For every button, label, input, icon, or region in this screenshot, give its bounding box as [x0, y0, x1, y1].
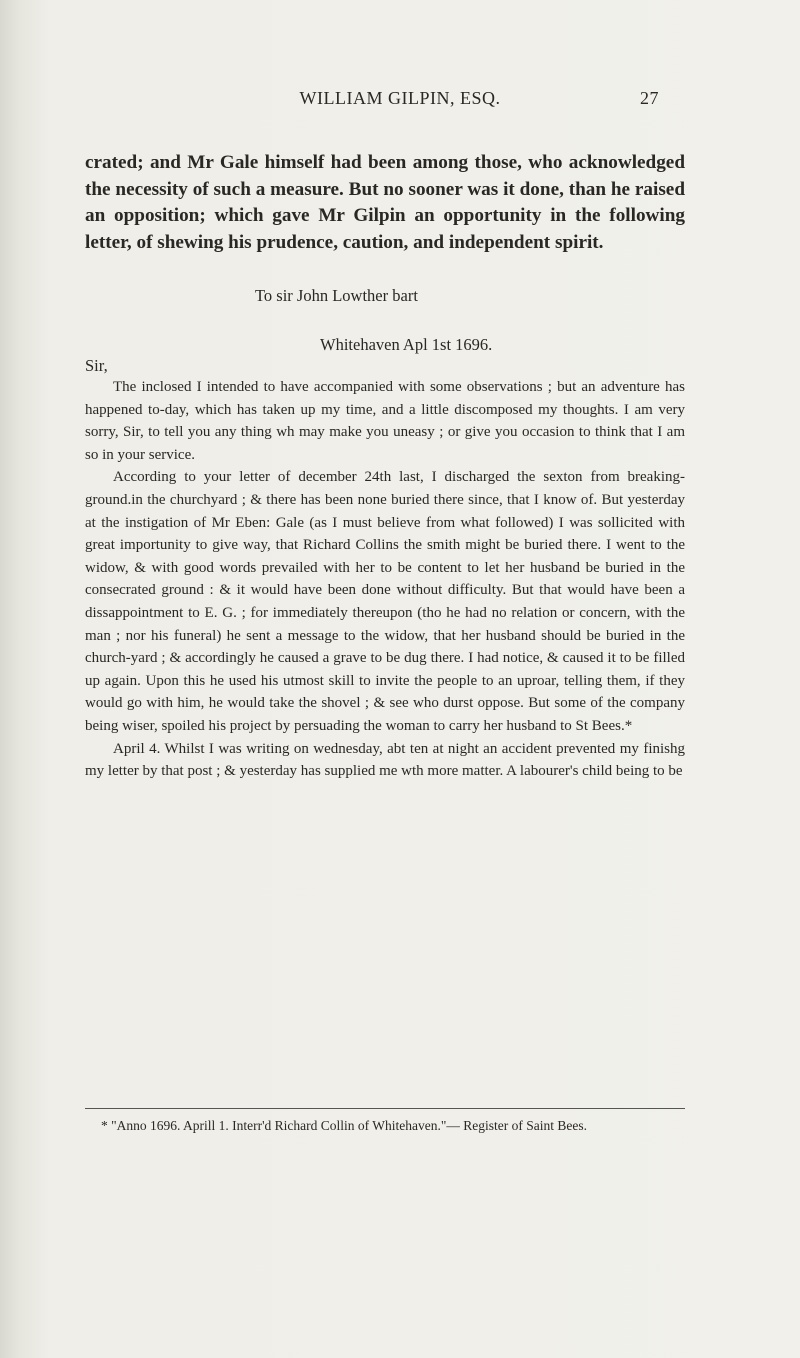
letter-paragraph: According to your letter of december 24th last, I discharged the sexton from breaking-ground.in the churchyard ; & there has been none buried there since, that I know of. But yesterday at the instigation of Mr Eben: Gale (as I must believe from what followed) I was sollicited with great importunity to give way, that Richard Collins the smith might be buried there. I went to the widow, & with good words prevailed with her to be content to let her husband be buried in the consecrated ground : & it would have been done without difficulty. But that would have been a dissappointment to E. G. ; for immediately thereupon (tho he had no relation or concern, with the man ; nor his funeral) he sent a message to the widow, that her husband should be buried in the church-yard ; & accordingly he caused a grave to be dug there. I had notice, & caused it to be filled up again. Upon this he used his utmost skill to invite the people to an uproar, telling them, if they would go with him, he would take the shovel ; & see who durst oppose. But some of the company being wiser, spoiled his project by persuading the woman to carry her husband to St Bees.* — [85, 469, 685, 734]
footnote: * "Anno 1696. Aprill 1. Interr'd Richard Collin of Whitehaven."— Register of Saint Bees. — [101, 1118, 587, 1133]
running-title: WILLIAM GILPIN, ESQ. — [299, 88, 501, 108]
intro-paragraph: crated; and Mr Gale himself had been among those, who acknowledged the necessity of such a measure. But no sooner was it done, than he raised an opposition; which gave Mr Gilpin an opportunity in the following letter, of shewing his prudence, caution, and independent spirit. — [85, 152, 685, 253]
footnote-divider — [85, 1108, 685, 1109]
letter — [85, 286, 685, 783]
letter-salutation: Sir, — [85, 356, 108, 375]
letter-address: To sir John Lowther bart — [255, 286, 418, 305]
letter-date: Whitehaven Apl 1st 1696. — [320, 335, 493, 354]
letter-paragraph: April 4. Whilst I was writing on wednesday, abt ten at night an accident prevented my finishg my letter by that post ; & yesterday has supplied me wth more matter. A labourer's child being to be — [85, 740, 685, 780]
page-number: 27 — [640, 88, 659, 108]
letter-paragraph: The inclosed I intended to have accompanied with some observations ; but an adventure has happened to-day, which has taken up my time, and a little discomposed my thoughts. I am very sorry, Sir, to tell you any thing wh may make you uneasy ; or give you occasion to think that I am so in your service. — [85, 379, 685, 463]
page-body — [85, 150, 685, 783]
